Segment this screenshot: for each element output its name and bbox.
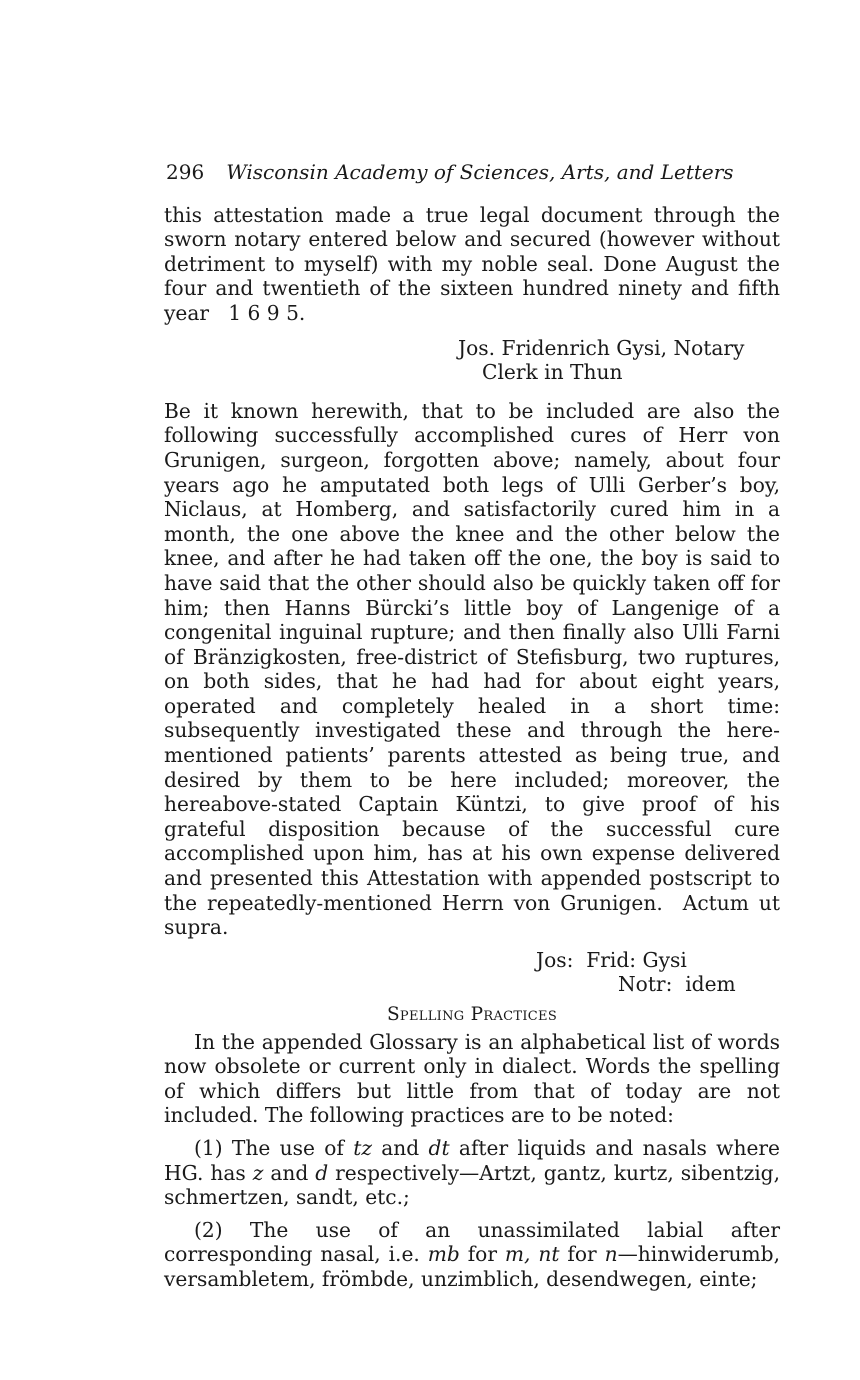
italic-term: d — [315, 1160, 329, 1185]
attestation-paragraph: this attestation made a true legal document through the sworn notary entered below and secured (however without detriment to myself) with my noble seal. Done August the four and twentieth of the sixteen hundred ninety and fifth year 1 6 9 5. — [164, 202, 780, 325]
item-text: for — [459, 1242, 505, 1267]
item-text: —hinwiderumb, versambletem, frömbde, unzimblich, desendwegen, einte; — [164, 1242, 780, 1291]
italic-term: z — [252, 1160, 264, 1185]
italic-term: n — [604, 1242, 618, 1267]
page-body — [164, 160, 780, 1292]
signature-notary-abbrev: Notr: idem — [618, 972, 736, 997]
second-signature — [164, 948, 780, 997]
italic-term: m, nt — [504, 1242, 560, 1267]
journal-title: Wisconsin Academy of Sciences, Arts, and Letters — [226, 160, 734, 184]
item-text: respectively—Artzt, gantz, kurtz, sibentzig, schmertzen, sandt, etc.; — [164, 1160, 781, 1210]
signature-name-abbrev: Jos: Frid: Gysi — [536, 947, 687, 972]
signature-title: Clerk in Thun — [482, 360, 623, 385]
page-number: 296 — [166, 160, 205, 184]
italic-term: mb — [427, 1242, 460, 1267]
signature-name: Jos. Fridenrich Gysi, Notary — [458, 335, 745, 360]
item-text: for — [559, 1242, 605, 1267]
italic-term: dt — [428, 1135, 450, 1160]
item-text: after liquids and nasals where HG. has — [164, 1135, 780, 1185]
item-text: and — [371, 1135, 429, 1160]
italic-term: tz — [353, 1135, 372, 1160]
practice-item-1 — [164, 1136, 780, 1210]
section-heading: Spelling Practices — [386, 1004, 558, 1025]
postscript-paragraph: Be it known herewith, that to be included are also the following successfully accomplished cures of Herr von Grunigen, surgeon, forgotten above; namely, about four years ago he amputated both legs of Ulli Gerber’s boy, Niclaus, at Homberg, and satisfactorily cured him in a month, the one above the knee and the other below the knee, and after he had taken off the one, the boy is said to have said that the other should also be quickly taken off for him; then Hanns Bürcki’s little boy of Langenige of a congenital inguinal rupture; and then finally also Ulli Farni of Bränzigkosten, free-district of Stefisburg, two ruptures, on both sides, that he had had for about eight years, operated and completely healed in a short time: subsequently investigated these and through the here-mentioned patients’ parents attested as being true, and desired by them to be here included; moreover, the hereabove-stated Captain Küntzi, to give proof of his grateful disposition because of the successful cure accomplished upon him, has at his own expense delivered and presented this Attestation with appended postscript to the repeatedly-mentioned Herrn von Grunigen. Actum ut supra. — [164, 398, 780, 940]
practice-item-2 — [164, 1218, 780, 1292]
notary-signature — [164, 336, 780, 385]
item-text: (2) The use of an unassimilated labial after corresponding nasal, i.e. — [164, 1217, 780, 1267]
item-text: (1) The use of — [194, 1135, 354, 1160]
running-head — [164, 160, 780, 185]
glossary-intro-paragraph: In the appended Glossary is an alphabetical list of words now obsolete or current only in dialect. Words the spelling of which differs but little from that of today are not included. The following practices are to be noted: — [164, 1029, 780, 1128]
item-text: and — [263, 1160, 316, 1185]
